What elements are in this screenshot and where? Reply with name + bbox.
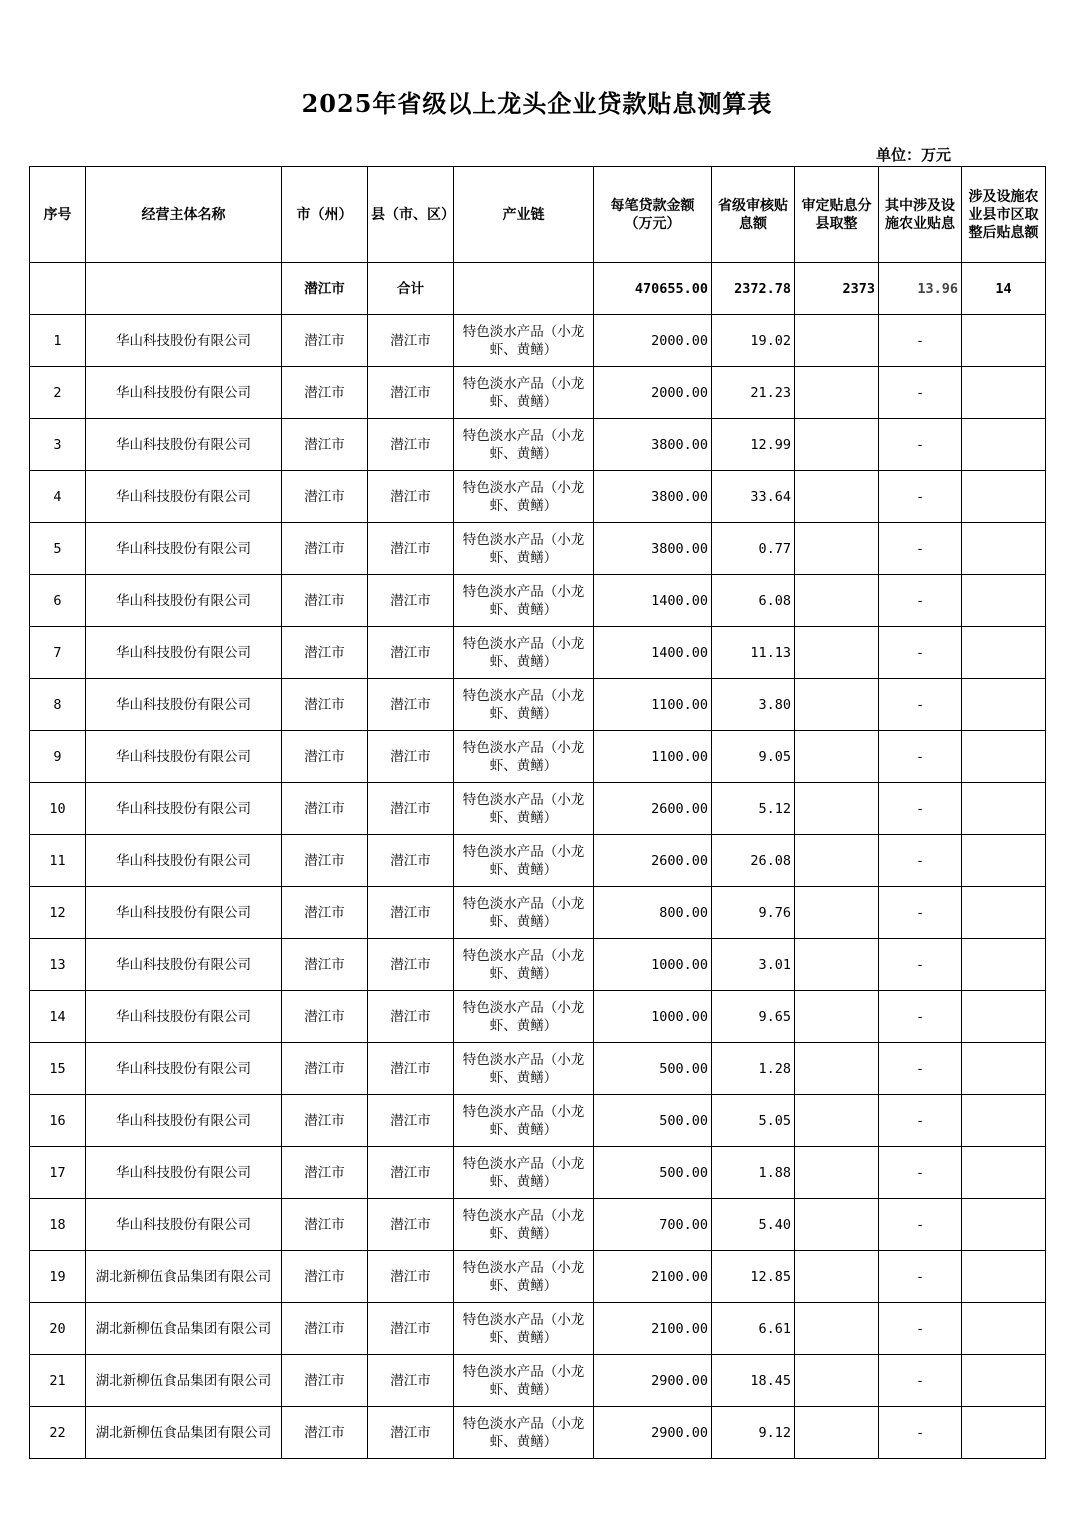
cell-county: 潜江市: [368, 315, 454, 367]
table-row: [30, 1303, 1046, 1355]
cell-loan-amount: 2600.00: [594, 783, 712, 835]
cell-company-name: 华山科技股份有限公司: [86, 679, 282, 731]
cell-loan-amount: 1000.00: [594, 991, 712, 1043]
summary-subsidy: 2372.78: [712, 263, 795, 315]
cell-seq: 19: [30, 1251, 86, 1303]
cell-loan-amount: 800.00: [594, 887, 712, 939]
cell-industry-chain: 特色淡水产品（小龙虾、黄鳝）: [454, 315, 594, 367]
cell-city: 潜江市: [282, 419, 368, 471]
summary-county: 合计: [368, 263, 454, 315]
cell-county: 潜江市: [368, 679, 454, 731]
cell-city: 潜江市: [282, 679, 368, 731]
table-row: [30, 1355, 1046, 1407]
unit-label: 单位：万元: [876, 146, 952, 164]
cell-city: 潜江市: [282, 731, 368, 783]
cell-city: 潜江市: [282, 627, 368, 679]
cell-facility-subsidy: -: [879, 835, 962, 887]
table-row: [30, 887, 1046, 939]
cell-facility-rounded: [962, 679, 1046, 731]
cell-rounded: [795, 1043, 879, 1095]
cell-seq: 6: [30, 575, 86, 627]
summary-city: 潜江市: [282, 263, 368, 315]
cell-company-name: 华山科技股份有限公司: [86, 939, 282, 991]
cell-seq: 17: [30, 1147, 86, 1199]
cell-industry-chain: 特色淡水产品（小龙虾、黄鳝）: [454, 419, 594, 471]
cell-facility-subsidy: -: [879, 939, 962, 991]
cell-facility-rounded: [962, 1303, 1046, 1355]
cell-facility-subsidy: -: [879, 887, 962, 939]
cell-facility-subsidy: -: [879, 1199, 962, 1251]
cell-industry-chain: 特色淡水产品（小龙虾、黄鳝）: [454, 1303, 594, 1355]
cell-county: 潜江市: [368, 1095, 454, 1147]
cell-county: 潜江市: [368, 731, 454, 783]
cell-company-name: 华山科技股份有限公司: [86, 887, 282, 939]
cell-city: 潜江市: [282, 1251, 368, 1303]
subsidy-table: [29, 166, 1046, 1459]
cell-subsidy: 18.45: [712, 1355, 795, 1407]
cell-county: 潜江市: [368, 1407, 454, 1459]
cell-facility-rounded: [962, 523, 1046, 575]
cell-rounded: [795, 887, 879, 939]
cell-county: 潜江市: [368, 367, 454, 419]
table-row: [30, 939, 1046, 991]
cell-seq: 15: [30, 1043, 86, 1095]
cell-company-name: 华山科技股份有限公司: [86, 419, 282, 471]
table-row: [30, 991, 1046, 1043]
header-subsidy: 省级审核贴息额: [712, 167, 795, 263]
cell-city: 潜江市: [282, 575, 368, 627]
table-row: [30, 679, 1046, 731]
cell-facility-subsidy: -: [879, 991, 962, 1043]
table-row: [30, 471, 1046, 523]
cell-city: 潜江市: [282, 471, 368, 523]
cell-rounded: [795, 1303, 879, 1355]
table-row: [30, 367, 1046, 419]
cell-facility-rounded: [962, 1355, 1046, 1407]
cell-rounded: [795, 679, 879, 731]
table-row: [30, 523, 1046, 575]
page-title: 2025年省级以上龙头企业贷款贴息测算表: [301, 89, 773, 118]
cell-rounded: [795, 315, 879, 367]
cell-facility-subsidy: -: [879, 783, 962, 835]
cell-subsidy: 9.65: [712, 991, 795, 1043]
cell-facility-subsidy: -: [879, 315, 962, 367]
summary-row: [30, 263, 1046, 315]
cell-county: 潜江市: [368, 523, 454, 575]
summary-amount: 470655.00: [594, 263, 712, 315]
cell-industry-chain: 特色淡水产品（小龙虾、黄鳝）: [454, 939, 594, 991]
cell-facility-rounded: [962, 731, 1046, 783]
summary-facility-rounded: 14: [962, 263, 1046, 315]
cell-county: 潜江市: [368, 835, 454, 887]
cell-facility-rounded: [962, 939, 1046, 991]
cell-loan-amount: 1100.00: [594, 731, 712, 783]
cell-county: 潜江市: [368, 783, 454, 835]
cell-seq: 18: [30, 1199, 86, 1251]
cell-county: 潜江市: [368, 1355, 454, 1407]
cell-seq: 3: [30, 419, 86, 471]
cell-subsidy: 26.08: [712, 835, 795, 887]
summary-name: [86, 263, 282, 315]
cell-company-name: 华山科技股份有限公司: [86, 523, 282, 575]
table-row: [30, 835, 1046, 887]
cell-facility-subsidy: -: [879, 731, 962, 783]
cell-seq: 2: [30, 367, 86, 419]
cell-loan-amount: 1400.00: [594, 627, 712, 679]
cell-industry-chain: 特色淡水产品（小龙虾、黄鳝）: [454, 1147, 594, 1199]
cell-company-name: 华山科技股份有限公司: [86, 1095, 282, 1147]
cell-county: 潜江市: [368, 627, 454, 679]
cell-facility-subsidy: -: [879, 1355, 962, 1407]
cell-loan-amount: 3800.00: [594, 523, 712, 575]
table-row: [30, 731, 1046, 783]
cell-county: 潜江市: [368, 1147, 454, 1199]
cell-seq: 11: [30, 835, 86, 887]
cell-city: 潜江市: [282, 1199, 368, 1251]
cell-facility-rounded: [962, 1147, 1046, 1199]
cell-industry-chain: 特色淡水产品（小龙虾、黄鳝）: [454, 471, 594, 523]
table-row: [30, 1407, 1046, 1459]
cell-company-name: 华山科技股份有限公司: [86, 471, 282, 523]
cell-seq: 22: [30, 1407, 86, 1459]
header-city: 市（州）: [282, 167, 368, 263]
summary-seq: [30, 263, 86, 315]
cell-facility-rounded: [962, 419, 1046, 471]
cell-subsidy: 5.12: [712, 783, 795, 835]
cell-industry-chain: 特色淡水产品（小龙虾、黄鳝）: [454, 1407, 594, 1459]
cell-seq: 7: [30, 627, 86, 679]
cell-county: 潜江市: [368, 575, 454, 627]
cell-loan-amount: 2000.00: [594, 367, 712, 419]
cell-subsidy: 21.23: [712, 367, 795, 419]
cell-rounded: [795, 1095, 879, 1147]
cell-loan-amount: 3800.00: [594, 419, 712, 471]
cell-industry-chain: 特色淡水产品（小龙虾、黄鳝）: [454, 887, 594, 939]
cell-loan-amount: 2600.00: [594, 835, 712, 887]
cell-facility-rounded: [962, 627, 1046, 679]
cell-facility-subsidy: -: [879, 1095, 962, 1147]
cell-company-name: 华山科技股份有限公司: [86, 783, 282, 835]
cell-rounded: [795, 367, 879, 419]
table-row: [30, 627, 1046, 679]
cell-city: 潜江市: [282, 1095, 368, 1147]
cell-subsidy: 6.08: [712, 575, 795, 627]
cell-subsidy: 9.76: [712, 887, 795, 939]
cell-company-name: 华山科技股份有限公司: [86, 991, 282, 1043]
cell-subsidy: 9.12: [712, 1407, 795, 1459]
cell-rounded: [795, 419, 879, 471]
cell-county: 潜江市: [368, 1303, 454, 1355]
cell-rounded: [795, 731, 879, 783]
cell-company-name: 华山科技股份有限公司: [86, 1147, 282, 1199]
cell-city: 潜江市: [282, 1147, 368, 1199]
cell-subsidy: 9.05: [712, 731, 795, 783]
table-row: [30, 1043, 1046, 1095]
cell-industry-chain: 特色淡水产品（小龙虾、黄鳝）: [454, 1199, 594, 1251]
cell-rounded: [795, 1407, 879, 1459]
cell-company-name: 华山科技股份有限公司: [86, 627, 282, 679]
cell-facility-rounded: [962, 1043, 1046, 1095]
cell-rounded: [795, 1251, 879, 1303]
cell-loan-amount: 1400.00: [594, 575, 712, 627]
header-name: 经营主体名称: [86, 167, 282, 263]
cell-industry-chain: 特色淡水产品（小龙虾、黄鳝）: [454, 835, 594, 887]
cell-seq: 12: [30, 887, 86, 939]
cell-facility-subsidy: -: [879, 575, 962, 627]
cell-county: 潜江市: [368, 471, 454, 523]
cell-city: 潜江市: [282, 835, 368, 887]
cell-rounded: [795, 627, 879, 679]
cell-company-name: 华山科技股份有限公司: [86, 575, 282, 627]
cell-company-name: 湖北新柳伍食品集团有限公司: [86, 1303, 282, 1355]
cell-city: 潜江市: [282, 1355, 368, 1407]
cell-facility-rounded: [962, 835, 1046, 887]
cell-subsidy: 0.77: [712, 523, 795, 575]
header-chain: 产业链: [454, 167, 594, 263]
cell-county: 潜江市: [368, 419, 454, 471]
cell-company-name: 华山科技股份有限公司: [86, 1199, 282, 1251]
cell-industry-chain: 特色淡水产品（小龙虾、黄鳝）: [454, 1251, 594, 1303]
cell-company-name: 华山科技股份有限公司: [86, 315, 282, 367]
cell-facility-subsidy: -: [879, 679, 962, 731]
cell-seq: 13: [30, 939, 86, 991]
cell-industry-chain: 特色淡水产品（小龙虾、黄鳝）: [454, 731, 594, 783]
cell-subsidy: 33.64: [712, 471, 795, 523]
cell-seq: 4: [30, 471, 86, 523]
cell-facility-subsidy: -: [879, 1407, 962, 1459]
cell-company-name: 华山科技股份有限公司: [86, 367, 282, 419]
cell-industry-chain: 特色淡水产品（小龙虾、黄鳝）: [454, 1095, 594, 1147]
header-facility-rounded: 涉及设施农业县市区取整后贴息额: [962, 167, 1046, 263]
header-facility: 其中涉及设施农业贴息: [879, 167, 962, 263]
cell-facility-rounded: [962, 315, 1046, 367]
table-row: [30, 1251, 1046, 1303]
header-seq: 序号: [30, 167, 86, 263]
cell-facility-rounded: [962, 367, 1046, 419]
table-row: [30, 575, 1046, 627]
cell-city: 潜江市: [282, 367, 368, 419]
cell-facility-rounded: [962, 1251, 1046, 1303]
cell-facility-rounded: [962, 575, 1046, 627]
cell-company-name: 华山科技股份有限公司: [86, 835, 282, 887]
cell-facility-subsidy: -: [879, 1251, 962, 1303]
cell-facility-subsidy: -: [879, 523, 962, 575]
cell-company-name: 湖北新柳伍食品集团有限公司: [86, 1407, 282, 1459]
cell-city: 潜江市: [282, 1407, 368, 1459]
cell-loan-amount: 2100.00: [594, 1303, 712, 1355]
cell-industry-chain: 特色淡水产品（小龙虾、黄鳝）: [454, 679, 594, 731]
cell-city: 潜江市: [282, 887, 368, 939]
cell-subsidy: 12.99: [712, 419, 795, 471]
header-rounded: 审定贴息分县取整: [795, 167, 879, 263]
cell-subsidy: 12.85: [712, 1251, 795, 1303]
cell-city: 潜江市: [282, 1303, 368, 1355]
cell-county: 潜江市: [368, 1043, 454, 1095]
cell-industry-chain: 特色淡水产品（小龙虾、黄鳝）: [454, 575, 594, 627]
cell-seq: 20: [30, 1303, 86, 1355]
cell-subsidy: 19.02: [712, 315, 795, 367]
cell-loan-amount: 2900.00: [594, 1407, 712, 1459]
cell-company-name: 华山科技股份有限公司: [86, 1043, 282, 1095]
cell-industry-chain: 特色淡水产品（小龙虾、黄鳝）: [454, 991, 594, 1043]
cell-facility-subsidy: -: [879, 1147, 962, 1199]
cell-rounded: [795, 1355, 879, 1407]
cell-subsidy: 1.88: [712, 1147, 795, 1199]
cell-seq: 8: [30, 679, 86, 731]
table-row: [30, 1095, 1046, 1147]
cell-company-name: 湖北新柳伍食品集团有限公司: [86, 1251, 282, 1303]
cell-city: 潜江市: [282, 783, 368, 835]
table-row: [30, 1147, 1046, 1199]
cell-subsidy: 5.05: [712, 1095, 795, 1147]
cell-subsidy: 3.80: [712, 679, 795, 731]
cell-industry-chain: 特色淡水产品（小龙虾、黄鳝）: [454, 523, 594, 575]
cell-loan-amount: 1000.00: [594, 939, 712, 991]
cell-industry-chain: 特色淡水产品（小龙虾、黄鳝）: [454, 783, 594, 835]
cell-rounded: [795, 783, 879, 835]
cell-seq: 14: [30, 991, 86, 1043]
cell-industry-chain: 特色淡水产品（小龙虾、黄鳝）: [454, 1043, 594, 1095]
cell-loan-amount: 500.00: [594, 1095, 712, 1147]
cell-company-name: 华山科技股份有限公司: [86, 731, 282, 783]
header-amount: 每笔贷款金额（万元）: [594, 167, 712, 263]
cell-facility-subsidy: -: [879, 471, 962, 523]
cell-rounded: [795, 1147, 879, 1199]
table-row: [30, 783, 1046, 835]
cell-county: 潜江市: [368, 939, 454, 991]
cell-county: 潜江市: [368, 991, 454, 1043]
header-row: [30, 167, 1046, 263]
cell-facility-subsidy: -: [879, 419, 962, 471]
cell-industry-chain: 特色淡水产品（小龙虾、黄鳝）: [454, 367, 594, 419]
cell-loan-amount: 2100.00: [594, 1251, 712, 1303]
cell-facility-rounded: [962, 1407, 1046, 1459]
cell-rounded: [795, 471, 879, 523]
cell-city: 潜江市: [282, 991, 368, 1043]
cell-subsidy: 3.01: [712, 939, 795, 991]
cell-seq: 5: [30, 523, 86, 575]
cell-facility-rounded: [962, 471, 1046, 523]
cell-city: 潜江市: [282, 939, 368, 991]
cell-industry-chain: 特色淡水产品（小龙虾、黄鳝）: [454, 1355, 594, 1407]
cell-loan-amount: 500.00: [594, 1043, 712, 1095]
cell-loan-amount: 3800.00: [594, 471, 712, 523]
cell-facility-subsidy: -: [879, 627, 962, 679]
cell-rounded: [795, 1199, 879, 1251]
summary-rounded: 2373: [795, 263, 879, 315]
summary-chain: [454, 263, 594, 315]
cell-facility-subsidy: -: [879, 1043, 962, 1095]
cell-industry-chain: 特色淡水产品（小龙虾、黄鳝）: [454, 627, 594, 679]
cell-seq: 9: [30, 731, 86, 783]
cell-rounded: [795, 523, 879, 575]
cell-facility-rounded: [962, 1199, 1046, 1251]
cell-seq: 1: [30, 315, 86, 367]
cell-county: 潜江市: [368, 887, 454, 939]
cell-loan-amount: 700.00: [594, 1199, 712, 1251]
cell-rounded: [795, 939, 879, 991]
cell-city: 潜江市: [282, 1043, 368, 1095]
cell-facility-rounded: [962, 1095, 1046, 1147]
cell-facility-subsidy: -: [879, 1303, 962, 1355]
cell-loan-amount: 2900.00: [594, 1355, 712, 1407]
cell-loan-amount: 2000.00: [594, 315, 712, 367]
cell-facility-rounded: [962, 783, 1046, 835]
cell-loan-amount: 500.00: [594, 1147, 712, 1199]
cell-seq: 10: [30, 783, 86, 835]
cell-city: 潜江市: [282, 523, 368, 575]
cell-county: 潜江市: [368, 1251, 454, 1303]
cell-subsidy: 6.61: [712, 1303, 795, 1355]
table-row: [30, 315, 1046, 367]
summary-facility: 13.96: [879, 263, 962, 315]
cell-subsidy: 11.13: [712, 627, 795, 679]
cell-subsidy: 5.40: [712, 1199, 795, 1251]
cell-facility-rounded: [962, 887, 1046, 939]
cell-seq: 16: [30, 1095, 86, 1147]
cell-facility-rounded: [962, 991, 1046, 1043]
cell-rounded: [795, 991, 879, 1043]
cell-county: 潜江市: [368, 1199, 454, 1251]
cell-subsidy: 1.28: [712, 1043, 795, 1095]
table-row: [30, 1199, 1046, 1251]
cell-company-name: 湖北新柳伍食品集团有限公司: [86, 1355, 282, 1407]
cell-rounded: [795, 575, 879, 627]
table-row: [30, 419, 1046, 471]
cell-rounded: [795, 835, 879, 887]
cell-seq: 21: [30, 1355, 86, 1407]
cell-facility-subsidy: -: [879, 367, 962, 419]
cell-loan-amount: 1100.00: [594, 679, 712, 731]
cell-city: 潜江市: [282, 315, 368, 367]
header-county: 县（市、区）: [368, 167, 454, 263]
